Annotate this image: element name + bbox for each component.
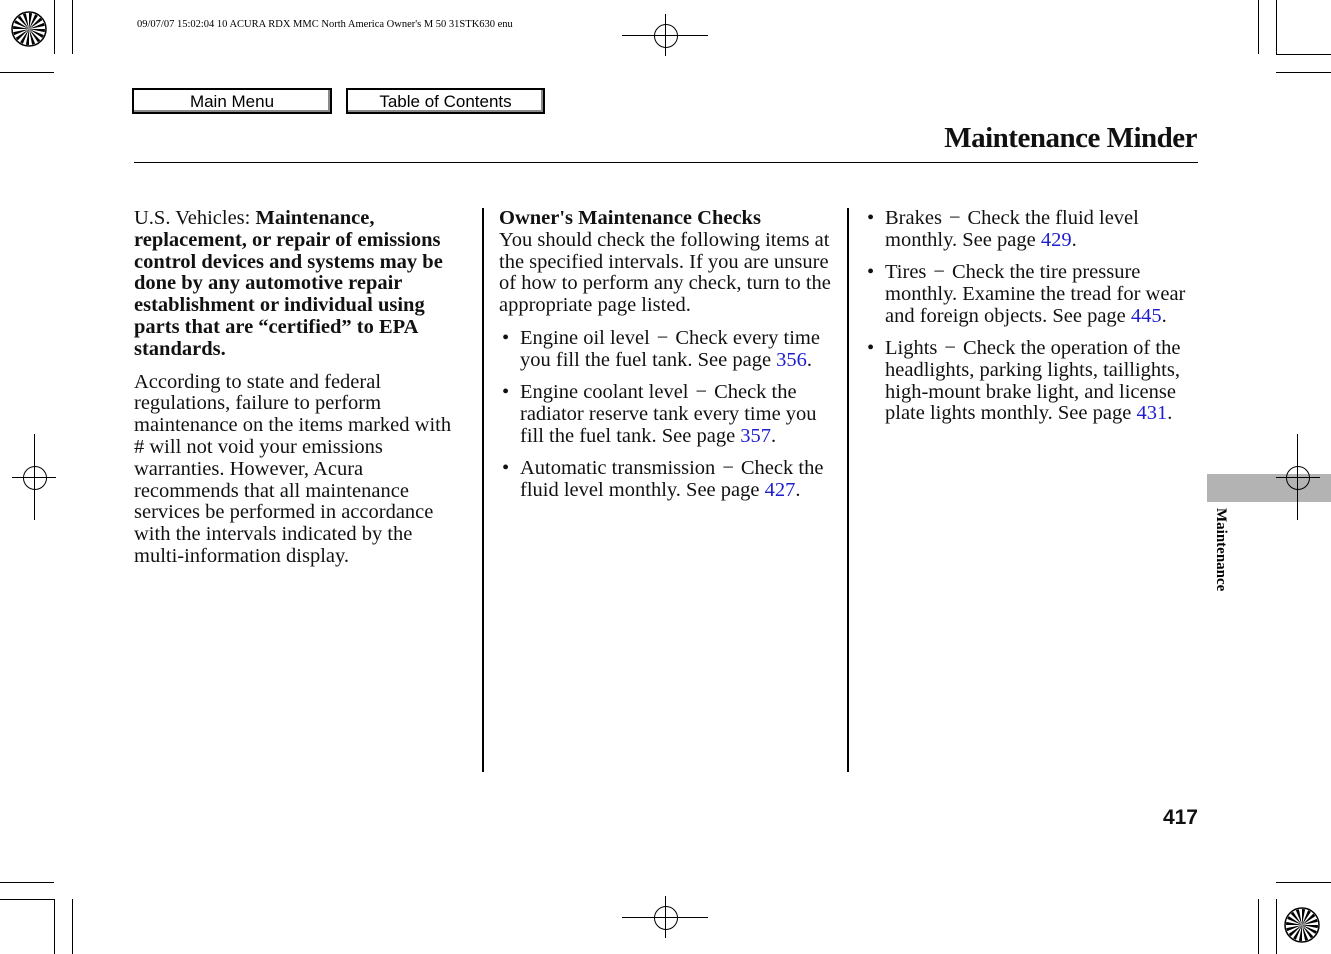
- emissions-notice: [134, 208, 466, 361]
- page-link[interactable]: 427: [764, 478, 796, 501]
- crop-mark: [1276, 899, 1277, 954]
- notice-bold-text: Maintenance, replacement, or repair of emissions control devices and systems may be done by any automotive repair establishment or individual using parts that are “certified” to EPA standards.: [134, 207, 443, 360]
- list-item: [499, 382, 835, 447]
- crop-mark: [1258, 0, 1259, 54]
- crop-mark: [1276, 54, 1331, 55]
- column-1: [134, 208, 466, 579]
- registration-starburst-top-left-icon: [10, 10, 48, 48]
- page-title: Maintenance Minder: [944, 122, 1197, 154]
- crosshair-circle-icon: [1286, 466, 1310, 490]
- crop-mark: [0, 899, 54, 900]
- crosshair-circle-icon: [23, 466, 47, 490]
- item-end: .: [771, 424, 777, 447]
- crosshair-circle-icon: [654, 24, 678, 48]
- item-end: .: [795, 478, 801, 501]
- print-metadata: 09/07/07 15:02:04 10 ACURA RDX MMC North America Owner's M 50 31STK630 enu: [137, 19, 513, 30]
- page-link[interactable]: 445: [1130, 304, 1162, 327]
- notice-lead: U.S. Vehicles:: [134, 207, 256, 229]
- dash-glyph: −: [933, 261, 945, 284]
- crosshair-circle-icon: [654, 906, 678, 930]
- owners-checks-heading: Owner's Maintenance Checks: [499, 207, 761, 229]
- list-item: [864, 262, 1200, 327]
- item-text: Check every time you fill the fuel tank. See page: [520, 326, 820, 371]
- column-2: [499, 208, 835, 512]
- dash-glyph: −: [656, 326, 669, 349]
- regulations-paragraph: According to state and federal regulations, failure to perform maintenance on the items marked with # will not void your emissions warranties. However, Acura recommends that all maintenance services be performed in accordance with the intervals indicated by the multi-information display.: [134, 370, 452, 567]
- page-link[interactable]: 357: [740, 424, 772, 447]
- item-label: Tires: [885, 261, 927, 284]
- crop-mark: [1276, 0, 1277, 54]
- list-item: [499, 328, 835, 372]
- page-link[interactable]: 429: [1040, 228, 1072, 251]
- item-text: Check the fluid level monthly. See page: [885, 207, 1139, 251]
- title-divider: [134, 162, 1198, 163]
- dash-glyph: −: [695, 381, 708, 404]
- item-label: Engine coolant level: [520, 381, 689, 404]
- section-tab-label: Maintenance: [1213, 508, 1229, 592]
- table-of-contents-button[interactable]: Table of Contents: [346, 88, 545, 114]
- item-text: Check the tire pressure monthly. Examine the tread for wear and foreign objects. See page: [885, 261, 1186, 327]
- owners-checks-intro: You should check the following items at the specified intervals. If you are unsure of how to perform any check, turn to the appropriate page listed.: [499, 228, 831, 317]
- list-item: [864, 208, 1200, 252]
- item-label: Brakes: [885, 207, 942, 229]
- crop-mark: [72, 0, 73, 54]
- item-text: Check the fluid level monthly. See page: [520, 456, 824, 501]
- crop-mark: [54, 899, 55, 954]
- page-link[interactable]: 431: [1136, 402, 1168, 425]
- registration-starburst-bottom-right-icon: [1283, 906, 1321, 944]
- owners-checks-list: [499, 328, 835, 502]
- crop-mark: [0, 882, 54, 883]
- item-label: Lights: [885, 336, 938, 359]
- crop-mark: [72, 899, 73, 954]
- crop-mark: [1276, 72, 1331, 73]
- dash-glyph: −: [722, 456, 734, 479]
- item-label: Engine oil level: [520, 326, 650, 349]
- item-end: .: [1161, 304, 1167, 327]
- item-text: Check the operation of the headlights, parking lights, taillights, high-mount brake light, and license plate lights monthly. See page: [885, 336, 1181, 425]
- dash-glyph: −: [944, 336, 956, 359]
- crop-mark: [1258, 899, 1259, 954]
- main-menu-button[interactable]: Main Menu: [132, 88, 332, 114]
- crop-mark: [54, 0, 55, 54]
- item-end: .: [806, 348, 813, 371]
- column-3: [864, 208, 1200, 436]
- dash-glyph: −: [948, 207, 961, 229]
- item-end: .: [1167, 402, 1173, 425]
- item-end: .: [1071, 228, 1077, 251]
- page-link[interactable]: 356: [776, 348, 807, 371]
- page-number: 417: [1162, 806, 1198, 829]
- crop-mark: [1276, 882, 1331, 883]
- list-item: [864, 338, 1200, 425]
- crop-mark: [0, 72, 54, 73]
- list-item: [499, 458, 835, 502]
- item-text: Check the radiator reserve tank every time you fill the fuel tank. See page: [520, 381, 817, 447]
- column-divider: [847, 208, 849, 772]
- item-label: Automatic transmission: [520, 456, 716, 479]
- owners-checks-list-continued: [864, 208, 1200, 425]
- column-divider: [482, 208, 484, 772]
